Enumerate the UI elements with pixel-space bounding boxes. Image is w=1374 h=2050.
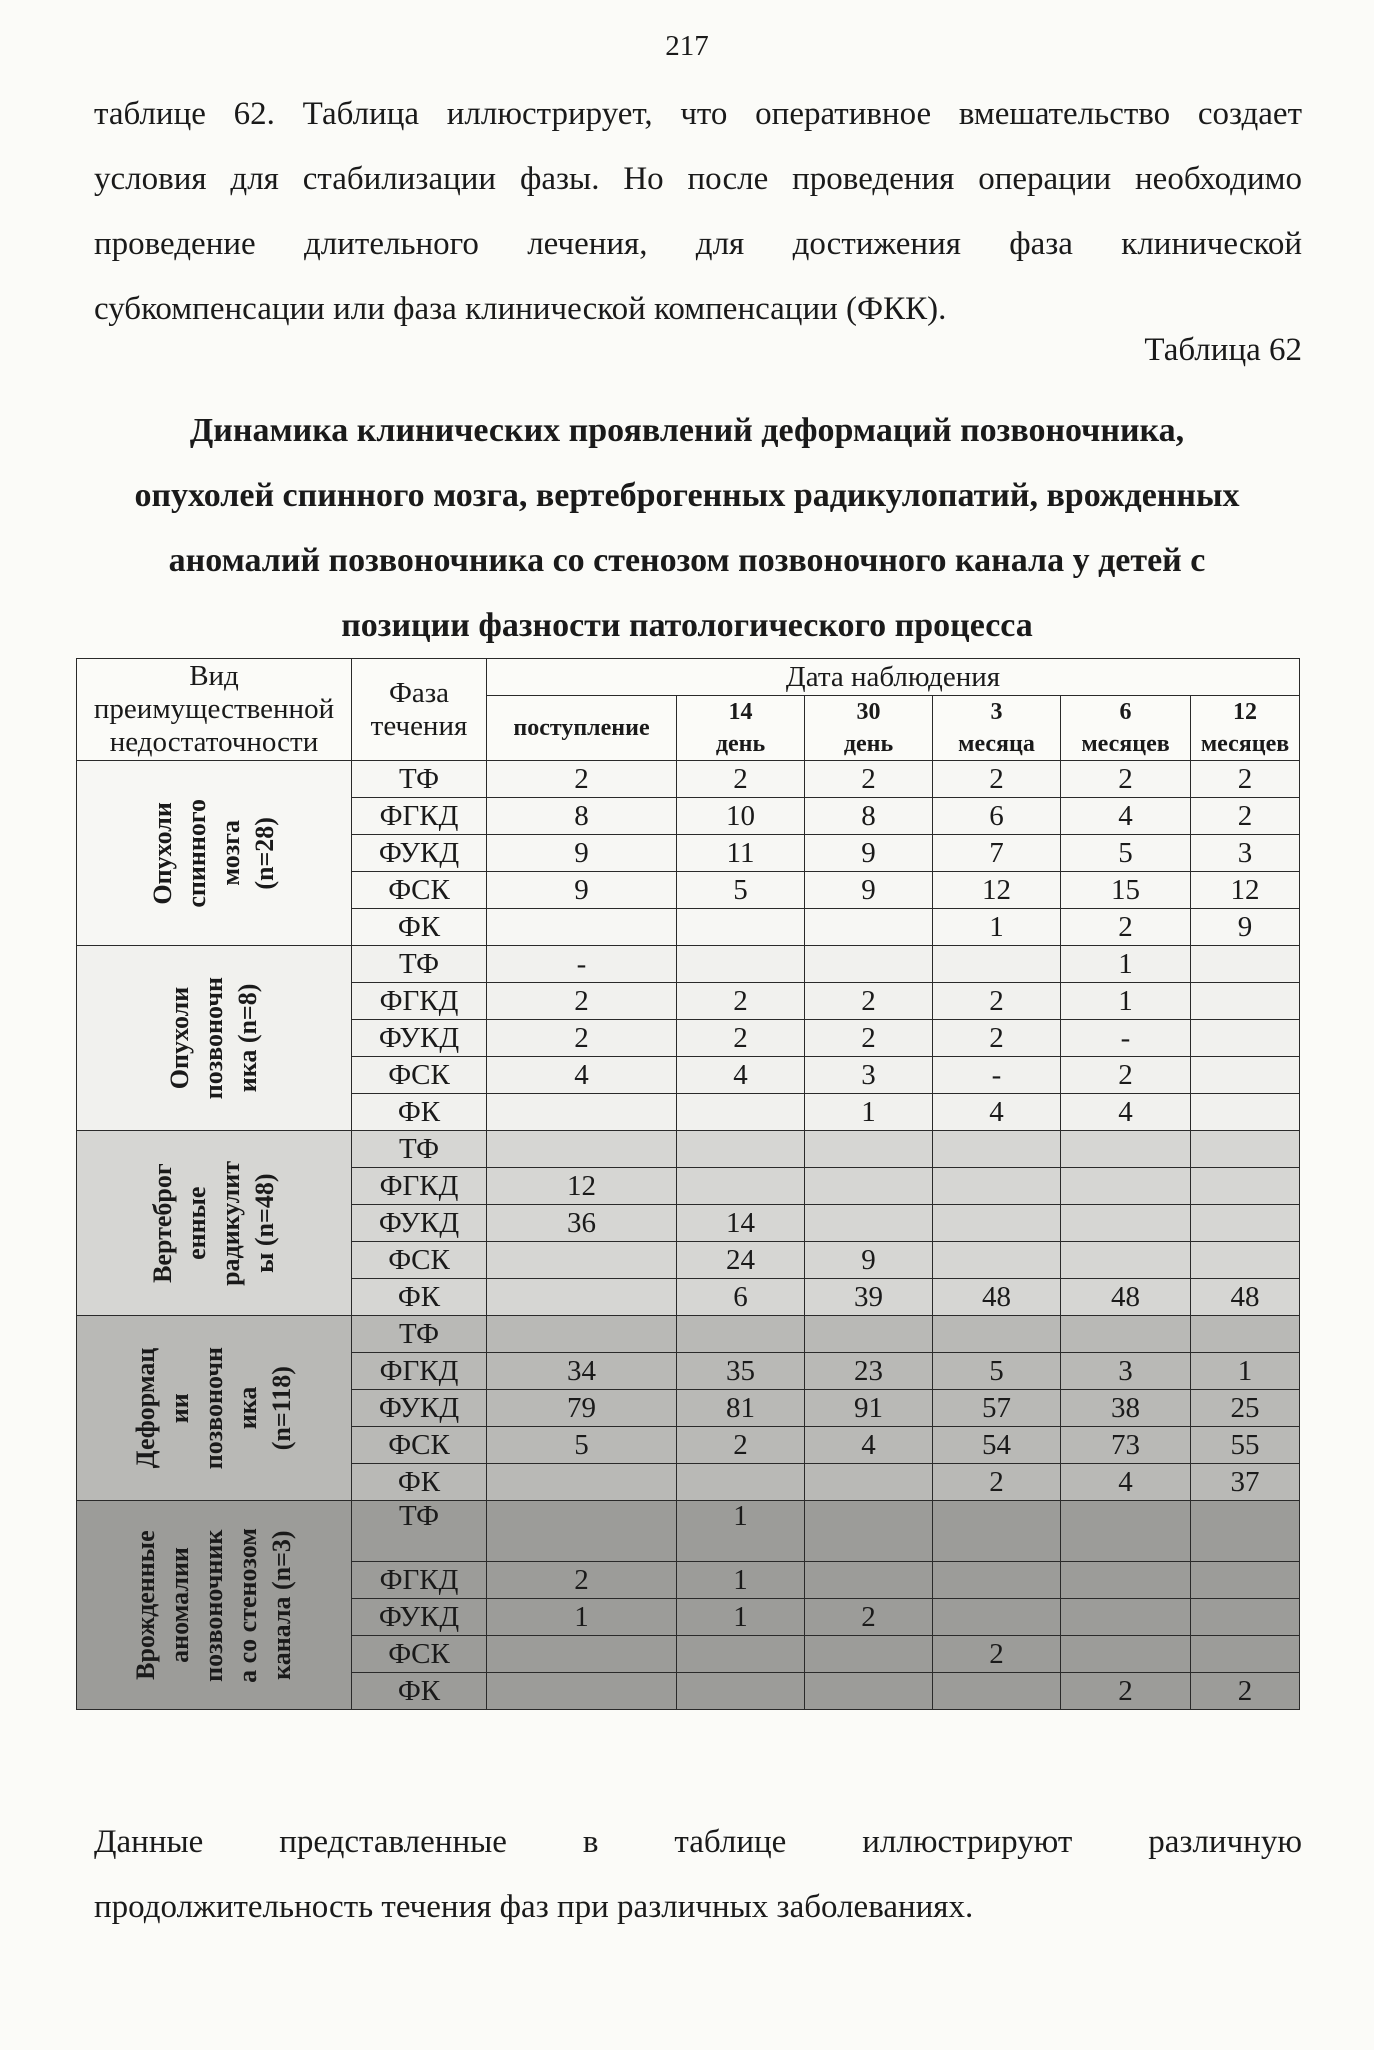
value-cell: 8 [805, 798, 933, 835]
phase-cell: ФГКД [352, 798, 487, 835]
value-cell [1191, 1057, 1300, 1094]
value-cell: 81 [677, 1390, 805, 1427]
value-cell: 11 [677, 835, 805, 872]
value-cell [1191, 1242, 1300, 1279]
header-date-column: поступление [487, 696, 677, 761]
value-cell: 48 [1061, 1279, 1191, 1316]
value-cell: 2 [1061, 761, 1191, 798]
header-date-column: 6 месяцев [1061, 696, 1191, 761]
value-cell [487, 1094, 677, 1131]
value-cell: 2 [677, 983, 805, 1020]
header-phase: Фаза течения [352, 659, 487, 761]
value-cell: 36 [487, 1205, 677, 1242]
phase-cell: ТФ [352, 761, 487, 798]
page-number: 217 [665, 30, 709, 62]
value-cell: 9 [805, 872, 933, 909]
value-cell: - [1061, 1020, 1191, 1057]
value-cell [805, 946, 933, 983]
value-cell [487, 1636, 677, 1673]
group-label-cell [77, 1501, 352, 1710]
value-cell: 12 [933, 872, 1061, 909]
value-cell [933, 1168, 1061, 1205]
value-cell: 2 [677, 1427, 805, 1464]
value-cell: 2 [1061, 1057, 1191, 1094]
value-cell: 9 [1191, 909, 1300, 946]
value-cell [1061, 1501, 1191, 1562]
value-cell [677, 1464, 805, 1501]
value-cell: 5 [677, 872, 805, 909]
table-row [77, 1316, 1300, 1353]
value-cell [933, 1673, 1061, 1710]
value-cell: 4 [933, 1094, 1061, 1131]
value-cell [1061, 1316, 1191, 1353]
value-cell: 14 [677, 1205, 805, 1242]
value-cell: 4 [677, 1057, 805, 1094]
group-label: Деформац ии позвоночн ика (n=118) [131, 1346, 296, 1470]
value-cell: 2 [805, 761, 933, 798]
value-cell: 2 [487, 1020, 677, 1057]
phase-cell: ТФ [352, 1131, 487, 1168]
value-cell [1061, 1242, 1191, 1279]
value-cell: 2 [933, 1464, 1061, 1501]
value-cell [933, 1316, 1061, 1353]
phase-cell: ФСК [352, 1636, 487, 1673]
group-label: Вертеброг енные радикулит ы (n=48) [148, 1160, 279, 1286]
group-label: Врожденные аномалии позвоночник а со стенозом канала (n=3) [131, 1527, 296, 1683]
value-cell [677, 1636, 805, 1673]
header-date-column: 30 день [805, 696, 933, 761]
table-title-line: позиции фазности патологического процесса [341, 607, 1033, 644]
table-title-line: Динамика клинических проявлений деформаций позвоночника, [189, 412, 1185, 449]
value-cell: 12 [487, 1168, 677, 1205]
value-cell [1191, 983, 1300, 1020]
value-cell [1191, 1205, 1300, 1242]
value-cell: 4 [805, 1427, 933, 1464]
value-cell: 2 [805, 1020, 933, 1057]
value-cell: 3 [1191, 835, 1300, 872]
value-cell [487, 1316, 677, 1353]
value-cell: 34 [487, 1353, 677, 1390]
table-row [77, 1131, 1300, 1168]
outro-line: продолжительность течения фаз при различных заболеваниях. [94, 1889, 974, 1925]
value-cell: 2 [1191, 761, 1300, 798]
value-cell [933, 1562, 1061, 1599]
value-cell: 1 [487, 1599, 677, 1636]
value-cell [805, 1562, 933, 1599]
phase-cell: ФК [352, 1464, 487, 1501]
outro-paragraph [94, 1810, 1302, 1940]
value-cell: - [933, 1057, 1061, 1094]
value-cell [677, 946, 805, 983]
value-cell: 38 [1061, 1390, 1191, 1427]
value-cell: 39 [805, 1279, 933, 1316]
value-cell [1061, 1562, 1191, 1599]
phase-cell: ТФ [352, 1316, 487, 1353]
value-cell: 73 [1061, 1427, 1191, 1464]
value-cell: - [487, 946, 677, 983]
value-cell: 2 [805, 1599, 933, 1636]
value-cell: 1 [1061, 983, 1191, 1020]
observation-table [76, 658, 1300, 1710]
phase-cell: ФК [352, 1094, 487, 1131]
value-cell [805, 1636, 933, 1673]
value-cell: 9 [487, 872, 677, 909]
value-cell: 1 [1061, 946, 1191, 983]
phase-cell: ФУКД [352, 1599, 487, 1636]
value-cell: 2 [933, 1636, 1061, 1673]
value-cell: 4 [1061, 1464, 1191, 1501]
phase-cell: ФГКД [352, 1353, 487, 1390]
value-cell: 2 [1191, 1673, 1300, 1710]
phase-cell: ФУКД [352, 1390, 487, 1427]
value-cell: 15 [1061, 872, 1191, 909]
phase-cell: ФУКД [352, 835, 487, 872]
phase-cell: ФГКД [352, 1562, 487, 1599]
value-cell [933, 1205, 1061, 1242]
value-cell: 10 [677, 798, 805, 835]
phase-cell: ФСК [352, 872, 487, 909]
value-cell [933, 1242, 1061, 1279]
value-cell: 1 [677, 1501, 805, 1562]
phase-cell: ФК [352, 1279, 487, 1316]
value-cell [805, 1205, 933, 1242]
phase-cell: ФСК [352, 1427, 487, 1464]
value-cell: 25 [1191, 1390, 1300, 1427]
value-cell [1191, 1316, 1300, 1353]
phase-cell: ФГКД [352, 983, 487, 1020]
value-cell: 1 [1191, 1353, 1300, 1390]
intro-line: таблице 62. Таблица иллюстрирует, что оперативное вмешательство создает [94, 96, 1302, 132]
value-cell: 9 [487, 835, 677, 872]
phase-cell: ФСК [352, 1242, 487, 1279]
value-cell [1191, 1131, 1300, 1168]
value-cell: 57 [933, 1390, 1061, 1427]
value-cell: 2 [487, 983, 677, 1020]
value-cell: 5 [933, 1353, 1061, 1390]
value-cell: 1 [805, 1094, 933, 1131]
value-cell [805, 1501, 933, 1562]
value-cell: 2 [805, 983, 933, 1020]
phase-cell: ФУКД [352, 1205, 487, 1242]
value-cell [487, 1501, 677, 1562]
group-label-cell [77, 946, 352, 1131]
value-cell [933, 1599, 1061, 1636]
value-cell [1191, 1020, 1300, 1057]
value-cell: 37 [1191, 1464, 1300, 1501]
value-cell: 2 [677, 761, 805, 798]
value-cell: 5 [1061, 835, 1191, 872]
value-cell [487, 1131, 677, 1168]
value-cell: 35 [677, 1353, 805, 1390]
value-cell [1061, 1636, 1191, 1673]
value-cell [1191, 1094, 1300, 1131]
value-cell [677, 1316, 805, 1353]
value-cell [1061, 1168, 1191, 1205]
value-cell: 8 [487, 798, 677, 835]
phase-cell: ТФ [352, 946, 487, 983]
header-date-column: 12 месяцев [1191, 696, 1300, 761]
value-cell: 2 [1061, 1673, 1191, 1710]
value-cell [1191, 946, 1300, 983]
value-cell: 3 [1061, 1353, 1191, 1390]
outro-line: Данные представленные в таблице иллюстрируют различную [94, 1824, 1302, 1860]
value-cell [487, 1464, 677, 1501]
intro-line: проведение длительного лечения, для достижения фаза клинической [94, 226, 1302, 262]
value-cell [1061, 1205, 1191, 1242]
value-cell [805, 1316, 933, 1353]
value-cell [487, 1242, 677, 1279]
phase-cell: ФК [352, 909, 487, 946]
intro-paragraph [94, 82, 1302, 342]
value-cell: 7 [933, 835, 1061, 872]
group-label-cell [77, 761, 352, 946]
group-label-cell [77, 1316, 352, 1501]
phase-cell: ФСК [352, 1057, 487, 1094]
value-cell [805, 909, 933, 946]
value-cell: 6 [677, 1279, 805, 1316]
value-cell [487, 909, 677, 946]
table-title [60, 398, 1314, 658]
value-cell [1191, 1599, 1300, 1636]
value-cell: 2 [933, 761, 1061, 798]
phase-cell: ФУКД [352, 1020, 487, 1057]
value-cell [805, 1464, 933, 1501]
value-cell [933, 1501, 1061, 1562]
value-cell: 2 [1191, 798, 1300, 835]
value-cell: 2 [933, 1020, 1061, 1057]
value-cell [805, 1131, 933, 1168]
group-label: Опухоли спинного мозга (n=28) [148, 798, 279, 908]
value-cell [677, 1168, 805, 1205]
value-cell: 48 [1191, 1279, 1300, 1316]
intro-line: условия для стабилизации фазы. Но после проведения операции необходимо [94, 161, 1302, 197]
value-cell: 5 [487, 1427, 677, 1464]
value-cell: 2 [1061, 909, 1191, 946]
value-cell [677, 909, 805, 946]
table-row [77, 1501, 1300, 1562]
value-cell [1061, 1131, 1191, 1168]
value-cell [933, 946, 1061, 983]
value-cell [1061, 1599, 1191, 1636]
value-cell: 2 [677, 1020, 805, 1057]
value-cell: 1 [677, 1599, 805, 1636]
value-cell: 4 [1061, 798, 1191, 835]
intro-line: субкомпенсации или фаза клинической компенсации (ФКК). [94, 291, 947, 327]
value-cell [677, 1131, 805, 1168]
value-cell [1191, 1636, 1300, 1673]
value-cell [1191, 1168, 1300, 1205]
header-date-column: 3 месяца [933, 696, 1061, 761]
value-cell: 3 [805, 1057, 933, 1094]
value-cell: 54 [933, 1427, 1061, 1464]
table-title-line: опухолей спинного мозга, вертеброгенных радикулопатий, врожденных [134, 477, 1240, 514]
table-title-line: аномалий позвоночника со стенозом позвоночного канала у детей с [168, 542, 1206, 579]
value-cell: 4 [1061, 1094, 1191, 1131]
phase-cell: ФК [352, 1673, 487, 1710]
phase-cell: ФГКД [352, 1168, 487, 1205]
value-cell: 55 [1191, 1427, 1300, 1464]
value-cell [933, 1131, 1061, 1168]
phase-cell: ТФ [352, 1501, 487, 1562]
value-cell: 2 [487, 761, 677, 798]
value-cell: 48 [933, 1279, 1061, 1316]
value-cell: 79 [487, 1390, 677, 1427]
value-cell [677, 1673, 805, 1710]
header-date-column: 14 день [677, 696, 805, 761]
value-cell: 91 [805, 1390, 933, 1427]
value-cell: 9 [805, 835, 933, 872]
value-cell: 24 [677, 1242, 805, 1279]
value-cell [805, 1673, 933, 1710]
group-label: Опухоли позвоночн ика (n=8) [165, 976, 262, 1100]
value-cell: 2 [933, 983, 1061, 1020]
value-cell: 6 [933, 798, 1061, 835]
value-cell: 4 [487, 1057, 677, 1094]
value-cell [677, 1094, 805, 1131]
value-cell [805, 1168, 933, 1205]
value-cell: 12 [1191, 872, 1300, 909]
value-cell [487, 1673, 677, 1710]
value-cell: 1 [677, 1562, 805, 1599]
value-cell [487, 1279, 677, 1316]
header-dates: Дата наблюдения [487, 659, 1300, 696]
table-row [77, 946, 1300, 983]
value-cell: 2 [487, 1562, 677, 1599]
value-cell [1191, 1562, 1300, 1599]
table-label: Таблица 62 [1144, 332, 1302, 368]
table-row [77, 761, 1300, 798]
value-cell: 1 [933, 909, 1061, 946]
group-label-cell [77, 1131, 352, 1316]
value-cell: 9 [805, 1242, 933, 1279]
value-cell: 23 [805, 1353, 933, 1390]
header-group: Вид преимущественной недостаточности [77, 659, 352, 761]
value-cell [1191, 1501, 1300, 1562]
